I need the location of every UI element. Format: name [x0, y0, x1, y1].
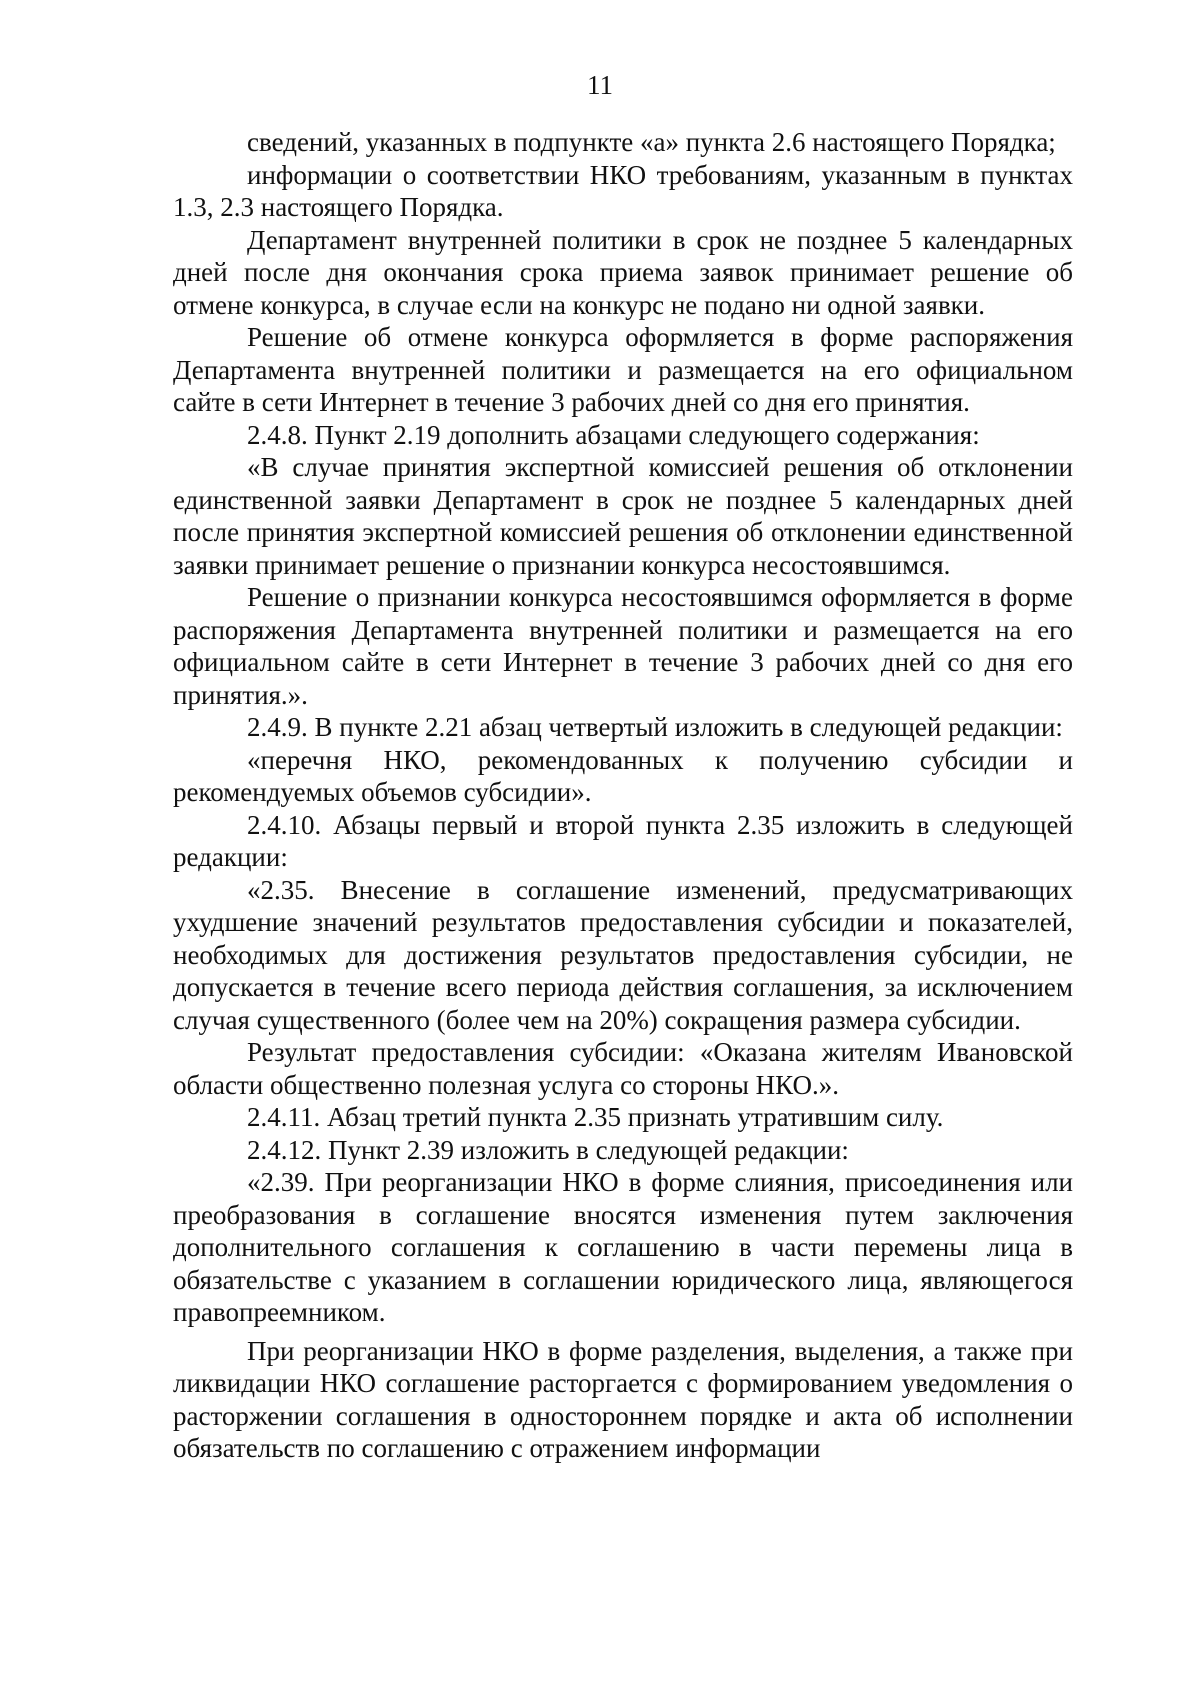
paragraph: При реорганизации НКО в форме разделения, выделения, а также при ликвидации НКО соглашение расторгается с формированием уведомления о расторжении соглашения в одностороннем порядке и акта об исполнении обязательств по соглашению с отражением информации	[173, 1335, 1073, 1463]
paragraph: 2.4.12. Пункт 2.39 изложить в следующей редакции:	[247, 1134, 849, 1165]
paragraph: 2.4.11. Абзац третий пункта 2.35 признать утратившим силу.	[247, 1102, 944, 1132]
paragraph: 2.4.10. Абзацы первый и второй пункта 2.35 изложить в следующей редакции:	[173, 809, 1073, 872]
paragraph: «перечня НКО, рекомендованных к получению субсидии и рекомендуемых объемов субсидии».	[173, 744, 1073, 807]
paragraph: Результат предоставления субсидии: «Оказана жителям Ивановской области общественно полезная услуга со стороны НКО.».	[173, 1037, 1073, 1100]
paragraph: Решение об отмене конкурса оформляется в форме распоряжения Департамента внутренней политики и размещается на его официальном сайте в сети Интернет в течение 3 рабочих дней со дня его принятия.	[173, 322, 1073, 417]
paragraph: 2.4.9. В пункте 2.21 абзац четвертый изложить в следующей редакции:	[247, 712, 1063, 742]
paragraph: 2.4.8. Пункт 2.19 дополнить абзацами следующего содержания:	[247, 419, 980, 450]
paragraph: «2.35. Внесение в соглашение изменений, предусматривающих ухудшение значений результатов предоставления субсидии и показателей, необходимых для достижения результатов предоставления субсидии, не допускается в течение всего периода действия соглашения, за исключением случая существенного (более чем на 20%) сокращения размера субсидии.	[173, 874, 1073, 1035]
paragraph: Решение о признании конкурса несостоявшимся оформляется в форме распоряжения Департамента внутренней политики и размещается на его официальном сайте в сети Интернет в течение 3 рабочих дней со дня его принятия.».	[173, 582, 1073, 710]
paragraph: сведений, указанных в подпункте «а» пункта 2.6 настоящего Порядка;	[247, 127, 1056, 157]
document-body	[173, 126, 1073, 1465]
paragraph: «2.39. При реорганизации НКО в форме слияния, присоединения или преобразования в соглашение вносятся изменения путем заключения дополнительного соглашения к соглашению в части перемены лица в обязательстве с указанием в соглашении юридического лица, являющегося правопреемником.	[173, 1167, 1073, 1327]
page-number: 11	[587, 70, 613, 100]
paragraph: «В случае принятия экспертной комиссией решения об отклонении единственной заявки Департамент в срок не позднее 5 календарных дней после принятия экспертной комиссией решения об отклонении единственной заявки принимает решение о признании конкурса несостоявшимся.	[173, 452, 1073, 580]
paragraph: информации о соответствии НКО требованиям, указанным в пунктах 1.3, 2.3 настоящего Порядка.	[173, 159, 1073, 222]
paragraph: Департамент внутренней политики в срок не позднее 5 календарных дней после дня окончания срока приема заявок принимает решение об отмене конкурса, в случае если на конкурс не подано ни одной заявки.	[173, 224, 1073, 320]
